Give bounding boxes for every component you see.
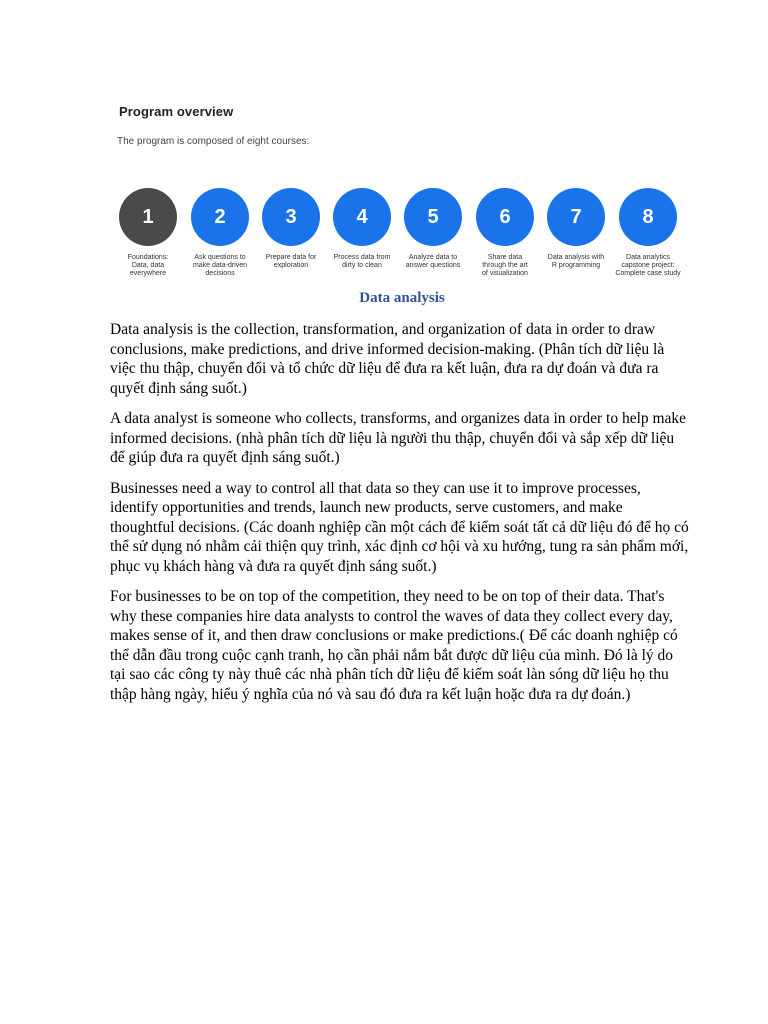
course-number: 5 [427, 205, 439, 228]
course-item [327, 188, 397, 270]
course-label: Share data through the art of visualization [482, 254, 528, 277]
course-item [470, 188, 540, 278]
course-label: Process data from dirty to clean [333, 254, 391, 269]
course-item [613, 188, 683, 278]
program-overview-heading: Program overview [119, 104, 234, 119]
paragraph: Businesses need a way to control all that data so they can use it to improve processes, identify opportunities and trends, launch new products, serve customers, and make thoughtful decisions. (Các doanh nghiệp cần một cách để kiểm soát tất cả dữ liệu đó để họ có thể sử dụng nó nhằm cải thiện quy trình, xác định cơ hội và xu hướng, tung ra sản phẩm mới, phục vụ khách hàng và đưa ra quyết định sáng suốt.) [110, 479, 689, 575]
course-number-circle [547, 188, 605, 246]
course-number: 6 [499, 205, 511, 228]
course-label: Ask questions to make data-driven decisions [192, 254, 248, 277]
course-item [113, 188, 183, 278]
course-number: 7 [570, 205, 582, 228]
course-number: 4 [356, 205, 368, 228]
course-number-circle [476, 188, 534, 246]
course-number: 1 [142, 205, 154, 228]
course-item [185, 188, 255, 278]
course-label: Foundations: Data, data everywhere [127, 254, 169, 277]
paragraph: For businesses to be on top of the competition, they need to be on top of their data. That's why these companies hire data analysts to control the waves of data they collect every day, makes sense of it, and then draw conclusions or make predictions.( Để các doanh nghiệp có thể dẫn đầu trong cuộc cạnh tranh, họ cần phải nắm bắt được dữ liệu của mình. Đó là lý do tại sao các công ty này thuê các nhà phân tích dữ liệu để kiểm soát làn sóng dữ liệu họ thu thập hàng ngày, hiểu ý nghĩa của nó và sau đó đưa ra kết luận hoặc đưa ra dự đoán.) [110, 588, 678, 703]
course-label: Analyze data to answer questions [405, 254, 461, 269]
course-number: 3 [285, 205, 297, 228]
document-body [110, 320, 690, 715]
course-number-circle [191, 188, 249, 246]
course-number-circle [404, 188, 462, 246]
course-item [256, 188, 326, 270]
course-item [541, 188, 611, 270]
course-number: 8 [642, 205, 654, 228]
course-label: Prepare data for exploration [265, 254, 317, 269]
course-number-circle [262, 188, 320, 246]
course-number: 2 [214, 205, 226, 228]
paragraph: Data analysis is the collection, transformation, and organization of data in order to draw conclusions, make predictions, and drive informed decision-making. (Phân tích dữ liệu là việc thu thập, chuyển đổi và tổ chức dữ liệu để đưa ra kết luận, đưa ra dự đoán và đưa ra quyết định sáng suốt.) [110, 321, 665, 397]
course-number-circle [619, 188, 677, 246]
program-overview-subheading: The program is composed of eight courses: [117, 136, 310, 147]
course-item [398, 188, 468, 270]
course-number-circle [119, 188, 177, 246]
course-number-circle [333, 188, 391, 246]
course-label: Data analytics capstone project: Complete case study [615, 254, 681, 277]
section-title: Data analysis [359, 290, 445, 306]
course-label: Data analysis with R programming [547, 254, 605, 269]
program-overview-image [108, 96, 692, 292]
paragraph: A data analyst is someone who collects, transforms, and organizes data in order to help make informed decisions. (nhà phân tích dữ liệu là người thu thập, chuyển đổi và sắp xếp dữ liệu để giúp đưa ra quyết định sáng suốt.) [110, 410, 687, 466]
